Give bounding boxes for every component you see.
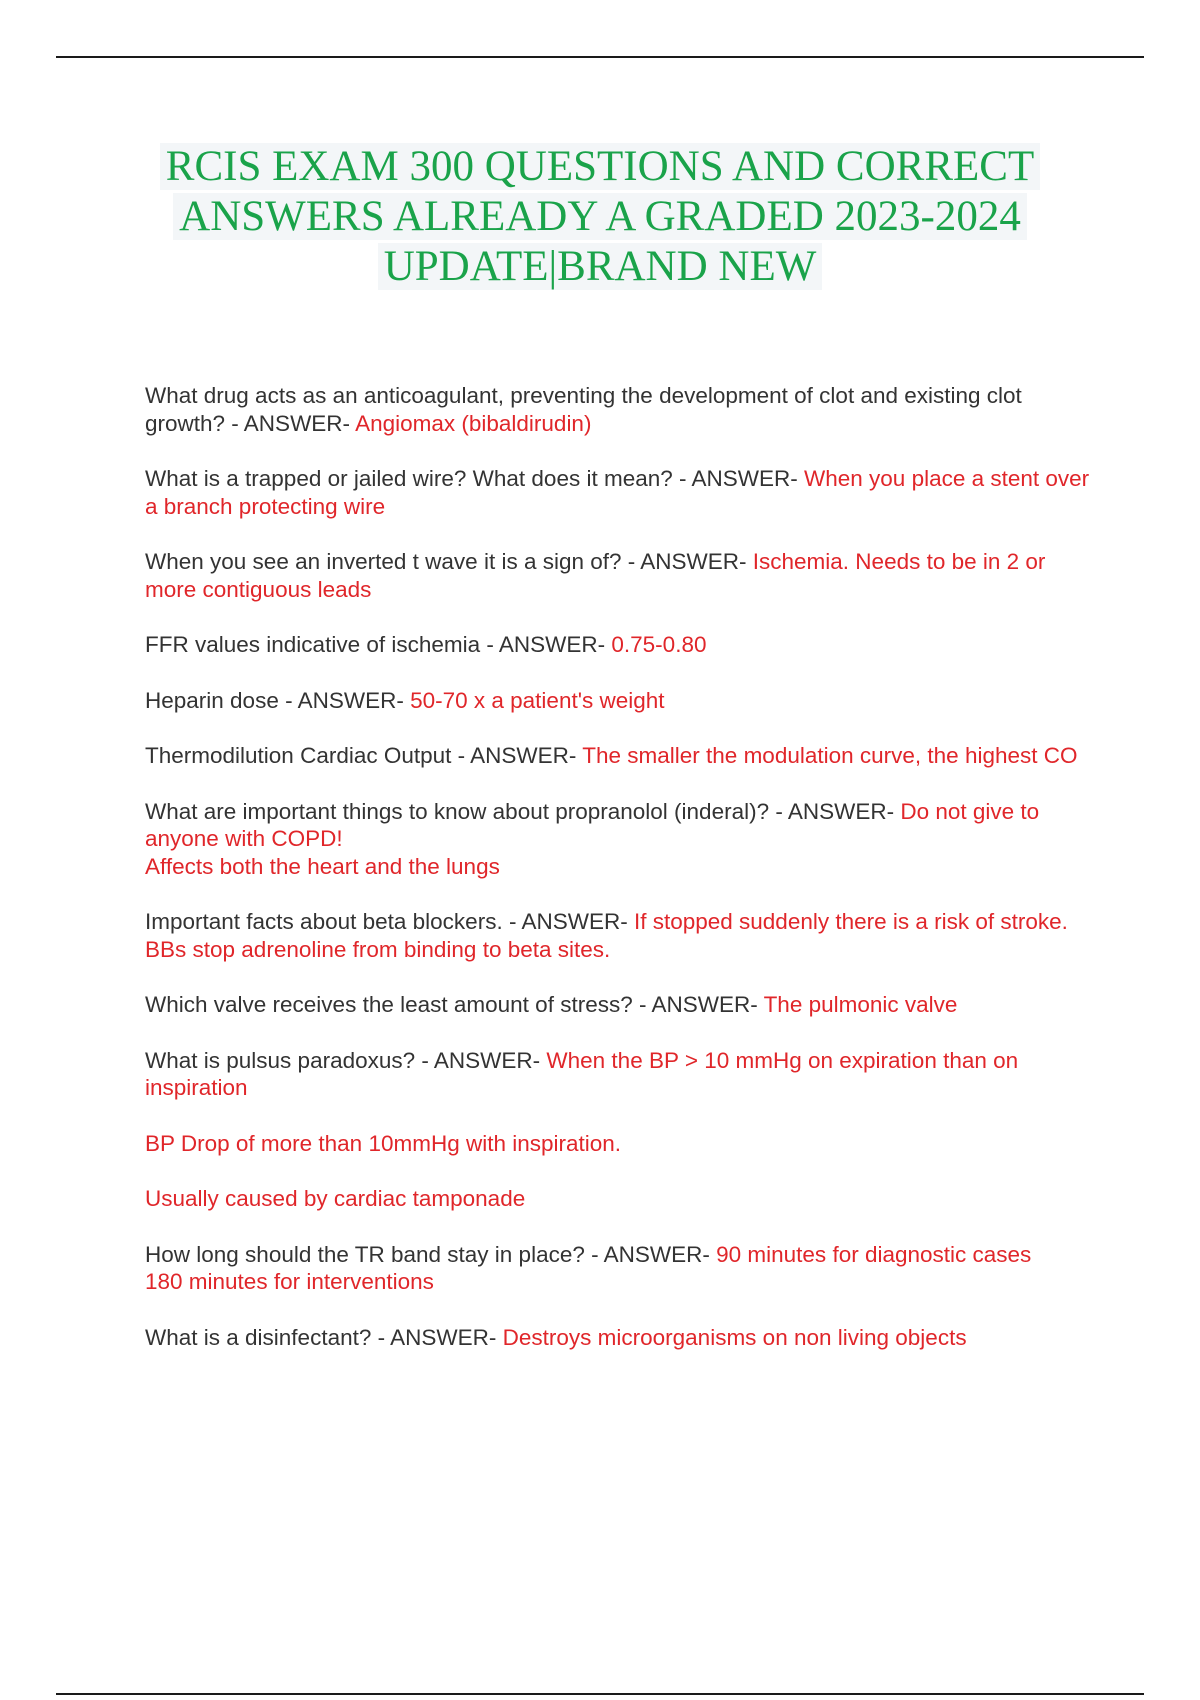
- title-line-3: UPDATE|BRAND NEW: [378, 243, 823, 290]
- qa-item: [145, 1241, 1100, 1296]
- page-title: [100, 142, 1100, 292]
- question-text: How long should the TR band stay in place? - ANSWER-: [145, 1241, 710, 1267]
- top-rule: [56, 56, 1144, 58]
- answer-text: Angiomax (bibaldirudin): [350, 410, 592, 436]
- answer-text: The pulmonic valve: [757, 992, 958, 1017]
- answer-extra-line: Affects both the heart and the lungs: [145, 853, 500, 879]
- bottom-rule: [56, 1693, 1144, 1695]
- qa-item: [145, 908, 1100, 963]
- qa-item: [145, 1324, 1100, 1352]
- answer-text: When the BP > 10 mmHg on expiration than on inspiration: [145, 1047, 1019, 1100]
- question-text: What is pulsus paradoxus? - ANSWER-: [145, 1047, 541, 1073]
- question-text: What is a disinfectant? - ANSWER-: [145, 1324, 497, 1350]
- answer-text: 0.75-0.80: [605, 632, 707, 657]
- answer-text: 50-70 x a patient's weight: [403, 687, 665, 713]
- answer-text: Ischemia. Needs to be in 2 or more contiguous leads: [145, 549, 1046, 602]
- question-text: What drug acts as an anticoagulant, preventing the development of clot and existing clot growth? - ANSWER-: [145, 383, 1022, 436]
- qa-item: [145, 687, 1100, 715]
- answer-extra-line: BBs stop adrenoline from binding to beta sites.: [145, 936, 611, 962]
- title-line-1: RCIS EXAM 300 QUESTIONS AND CORRECT: [160, 143, 1040, 190]
- qa-list: [145, 382, 1100, 1379]
- qa-item: [145, 991, 1100, 1019]
- qa-item: [145, 798, 1100, 881]
- question-text: FFR values indicative of ischemia - ANSWER-: [145, 632, 606, 657]
- answer-text: When you place a stent over a branch protecting wire: [145, 466, 1090, 519]
- answer-text: 90 minutes for diagnostic cases: [709, 1241, 1032, 1267]
- question-text: When you see an inverted t wave it is a sign of? - ANSWER-: [145, 549, 747, 574]
- answer-text: Destroys microorganisms on non living objects: [496, 1324, 967, 1350]
- answer-paragraph: Usually caused by cardiac tamponade: [145, 1186, 526, 1211]
- answer-paragraph: BP Drop of more than 10mmHg with inspiration.: [145, 1130, 622, 1156]
- answer-text: Do not give to anyone with COPD!: [145, 798, 1040, 851]
- question-text: Which valve receives the least amount of stress? - ANSWER-: [145, 992, 758, 1017]
- qa-item: [145, 465, 1100, 520]
- qa-item: [145, 631, 1100, 659]
- qa-item: [145, 742, 1100, 770]
- title-line-2: ANSWERS ALREADY A GRADED 2023-2024: [173, 193, 1027, 240]
- answer-text: If stopped suddenly there is a risk of stroke.: [627, 909, 1068, 934]
- qa-item: [145, 1047, 1100, 1213]
- qa-item: [145, 382, 1100, 437]
- question-text: Important facts about beta blockers. - ANSWER-: [145, 909, 628, 934]
- question-text: What is a trapped or jailed wire? What does it mean? - ANSWER-: [145, 466, 798, 491]
- question-text: What are important things to know about propranolol (inderal)? - ANSWER-: [145, 798, 895, 824]
- question-text: Heparin dose - ANSWER-: [145, 687, 404, 713]
- answer-extra-line: 180 minutes for interventions: [145, 1269, 434, 1294]
- answer-text: The smaller the modulation curve, the highest CO: [576, 743, 1078, 768]
- qa-item: [145, 548, 1100, 603]
- question-text: Thermodilution Cardiac Output - ANSWER-: [145, 743, 577, 768]
